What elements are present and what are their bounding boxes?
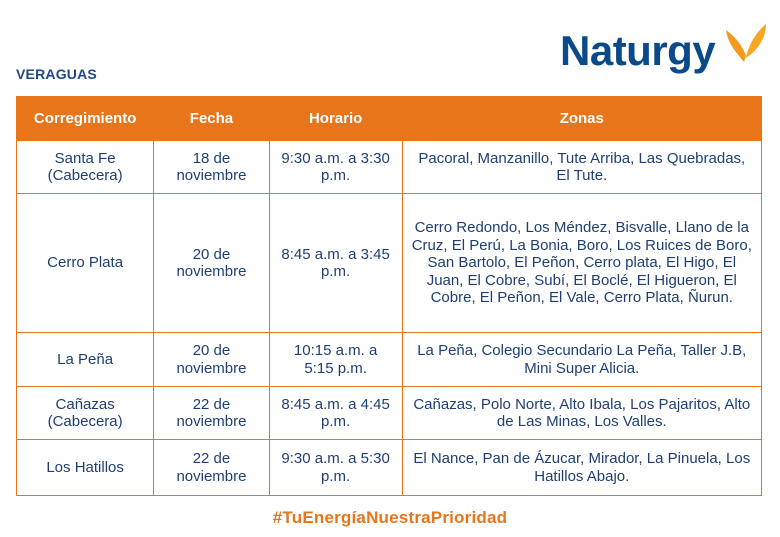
table-row <box>17 141 762 194</box>
cell-horario: 9:30 a.m. a 5:30 p.m. <box>269 440 402 496</box>
header-zonas: Zonas <box>402 97 761 141</box>
cell-fecha: 20 de noviembre <box>154 194 269 333</box>
header-horario: Horario <box>269 97 402 141</box>
cell-fecha: 22 de noviembre <box>154 440 269 496</box>
table-row <box>17 440 762 496</box>
table-row <box>17 333 762 387</box>
cell-corregimiento: Los Hatillos <box>17 440 154 496</box>
cell-fecha: 20 de noviembre <box>154 333 269 387</box>
cell-corregimiento: Santa Fe (Cabecera) <box>17 141 154 194</box>
cell-zonas: Cerro Redondo, Los Méndez, Bisvalle, Llano de la Cruz, El Perú, La Bonia, Boro, Los Ruices de Boro, San Bartolo, El Peñon, Cerro plata, El Higo, El Juan, El Cobre, Subí, El Boclé, El Higueron, El Cobre, El Peñon, El Vale, Cerro Plata, Ñurun. <box>402 194 761 333</box>
logo-text: Naturgy <box>560 27 716 74</box>
cell-horario: 8:45 a.m. a 4:45 p.m. <box>269 387 402 440</box>
cell-fecha: 18 de noviembre <box>154 141 269 194</box>
cell-corregimiento: La Peña <box>17 333 154 387</box>
cell-horario: 9:30 a.m. a 3:30 p.m. <box>269 141 402 194</box>
header-fecha: Fecha <box>154 97 269 141</box>
butterfly-icon <box>724 22 768 66</box>
table-header-row <box>17 97 762 141</box>
region-title: VERAGUAS <box>16 66 97 82</box>
cell-corregimiento: Cerro Plata <box>17 194 154 333</box>
cell-fecha: 22 de noviembre <box>154 387 269 440</box>
cell-zonas: El Nance, Pan de Ázucar, Mirador, La Pinuela, Los Hatillos Abajo. <box>402 440 761 496</box>
table-row <box>17 194 762 333</box>
footer-hashtag: #TuEnergíaNuestraPrioridad <box>272 508 508 527</box>
page-header <box>0 0 780 95</box>
cell-zonas: Pacoral, Manzanillo, Tute Arriba, Las Quebradas, El Tute. <box>402 141 761 194</box>
naturgy-logo <box>560 22 770 82</box>
cell-horario: 8:45 a.m. a 3:45 p.m. <box>269 194 402 333</box>
header-corregimiento: Corregimiento <box>17 97 154 141</box>
schedule-table <box>16 96 762 496</box>
cell-zonas: Cañazas, Polo Norte, Alto Ibala, Los Pajaritos, Alto de Las Minas, Los Valles. <box>402 387 761 440</box>
cell-horario: 10:15 a.m. a 5:15 p.m. <box>269 333 402 387</box>
cell-corregimiento: Cañazas (Cabecera) <box>17 387 154 440</box>
table-row <box>17 387 762 440</box>
cell-zonas: La Peña, Colegio Secundario La Peña, Taller J.B, Mini Super Alicia. <box>402 333 761 387</box>
